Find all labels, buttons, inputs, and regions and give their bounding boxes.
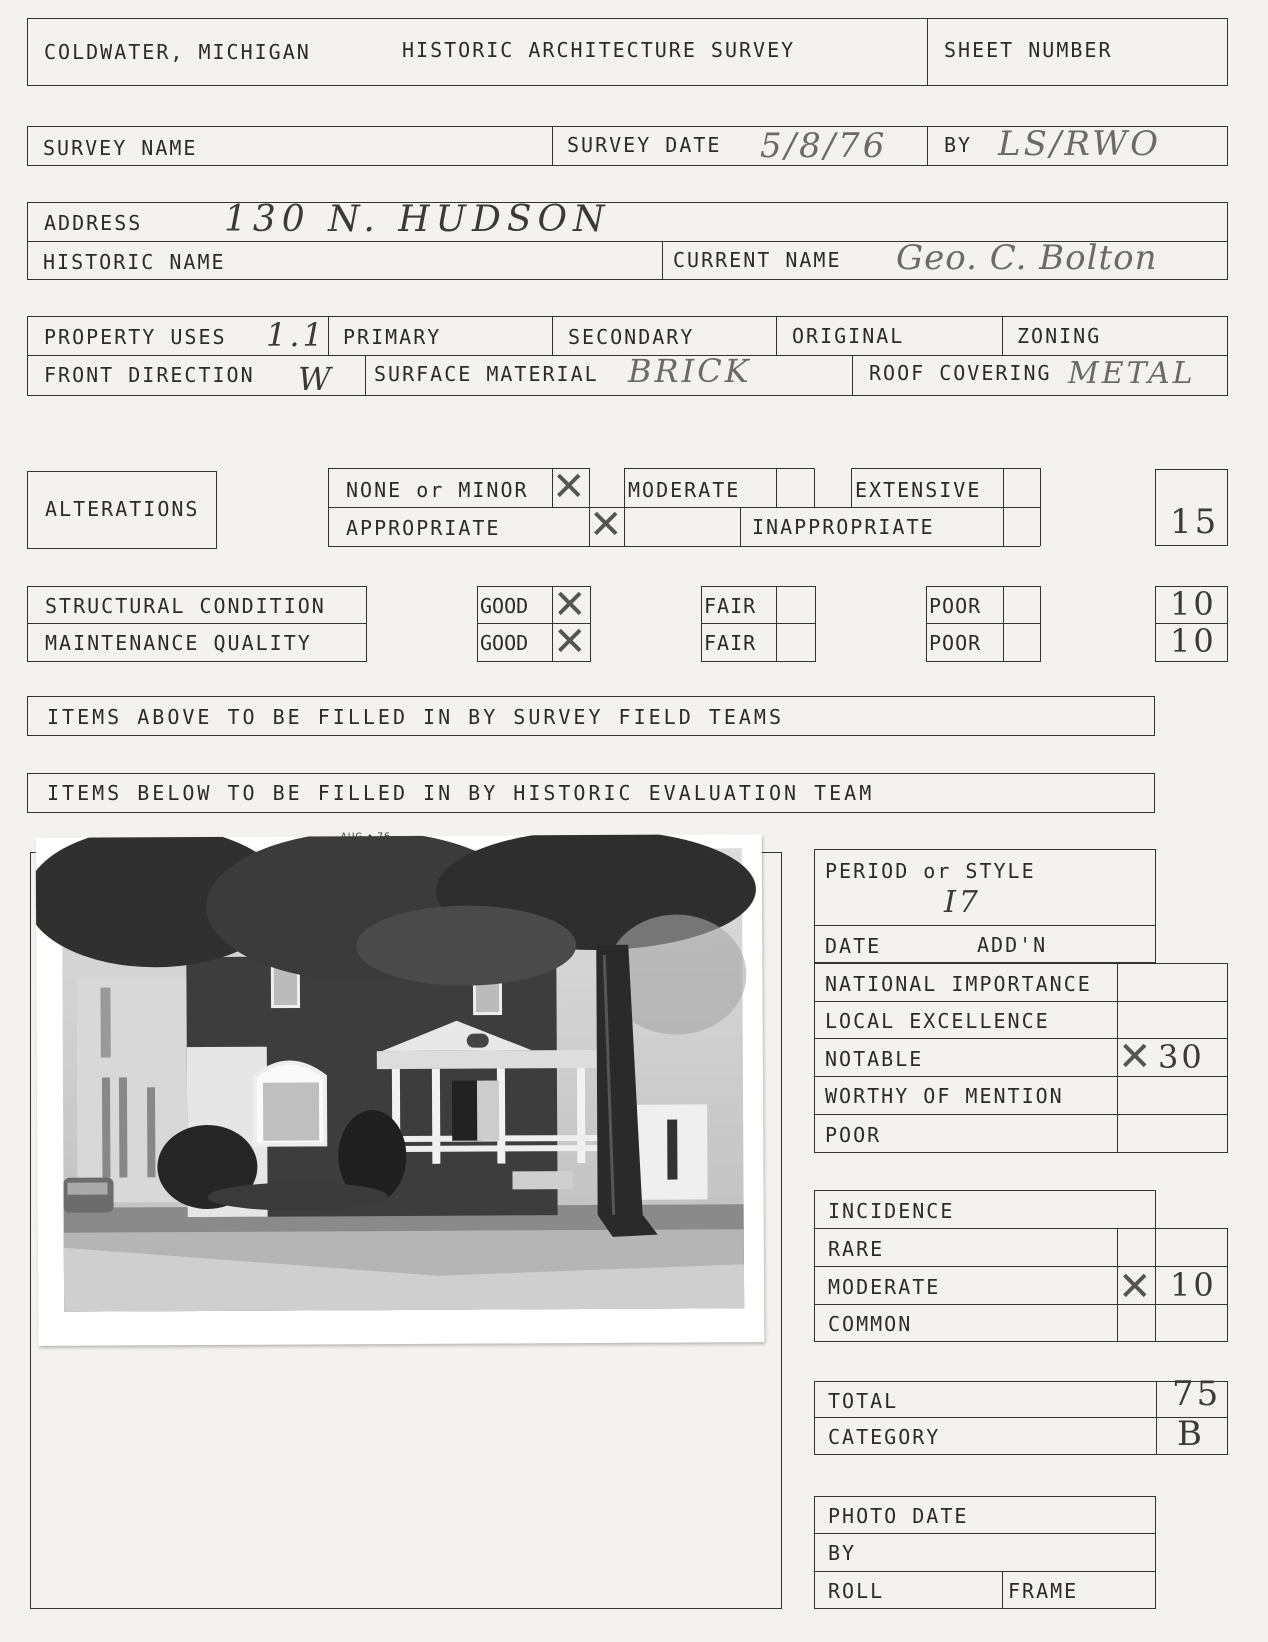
national-importance-label: NATIONAL IMPORTANCE <box>825 972 1092 996</box>
property-div-4 <box>1002 316 1003 355</box>
zoning-label: ZONING <box>1017 324 1102 348</box>
fair-structural-label: FAIR <box>704 594 757 618</box>
address-value[interactable]: 130 N. HUDSON <box>224 199 611 240</box>
roof-covering-label: ROOF COVERING <box>869 361 1052 385</box>
notable-check[interactable]: ✕ <box>1118 1034 1152 1080</box>
house-photo-image <box>36 834 765 1346</box>
alt-mid <box>328 507 1040 508</box>
category-value[interactable]: B <box>1177 1414 1205 1454</box>
imp-row-3 <box>814 1076 1228 1077</box>
photo-info-col <box>1002 1571 1003 1609</box>
none-minor-check[interactable]: ✕ <box>552 464 586 510</box>
sheet-number-label: SHEET NUMBER <box>944 38 1113 62</box>
photo-info-row-2 <box>814 1571 1156 1572</box>
roof-covering-value[interactable]: METAL <box>1068 356 1196 391</box>
property-div-1 <box>328 316 329 355</box>
total-label: TOTAL <box>828 1389 899 1413</box>
appropriate-label: APPROPRIATE <box>346 516 501 540</box>
period-value[interactable]: I7 <box>944 885 981 920</box>
property-div-3 <box>776 316 777 355</box>
primary-label: PRIMARY <box>343 325 442 349</box>
identity-col-divider <box>662 241 663 280</box>
surface-material-label: SURFACE MATERIAL <box>374 362 599 386</box>
survey-date-value[interactable]: 5/8/76 <box>760 126 888 166</box>
rare-label: RARE <box>828 1237 885 1261</box>
historic-name-label: HISTORIC NAME <box>43 250 226 274</box>
photo-by-label: BY <box>828 1541 857 1565</box>
maintenance-quality-label: MAINTENANCE QUALITY <box>45 631 312 655</box>
alt-top-3 <box>851 468 1040 469</box>
alt-v4 <box>624 468 625 546</box>
good-structural-label: GOOD <box>480 594 529 618</box>
notable-label: NOTABLE <box>825 1047 924 1071</box>
current-name-value[interactable]: Geo. C. Bolton <box>896 238 1158 278</box>
inc-row-4 <box>1156 1341 1228 1342</box>
worthy-of-mention-label: WORTHY OF MENTION <box>825 1084 1064 1108</box>
address-label: ADDRESS <box>44 211 143 235</box>
maintenance-score[interactable]: 10 <box>1170 622 1217 660</box>
front-direction-value[interactable]: W <box>298 360 334 398</box>
original-label: ORIGINAL <box>792 324 905 348</box>
alt-top-1 <box>328 468 590 469</box>
poor-divider <box>926 623 1041 624</box>
inc-row-2 <box>814 1266 1228 1267</box>
importance-poor-label: POOR <box>825 1123 882 1147</box>
appropriate-check[interactable]: ✕ <box>589 502 623 548</box>
survey-name-label: SURVEY NAME <box>43 136 198 160</box>
incidence-moderate-check[interactable]: ✕ <box>1118 1264 1152 1310</box>
property-div-5 <box>365 355 366 396</box>
property-div-2 <box>552 316 553 355</box>
imp-row-4 <box>814 1114 1228 1115</box>
inc-right-edge <box>1227 1228 1228 1342</box>
survey-right-edge <box>1227 126 1228 166</box>
good-structural-check[interactable]: ✕ <box>553 582 587 628</box>
poor-structural-label: POOR <box>929 594 982 618</box>
alt-v1 <box>328 468 329 546</box>
fair-v <box>776 586 777 662</box>
alt-v10 <box>1040 468 1041 546</box>
header-divider <box>927 18 928 86</box>
front-direction-label: FRONT DIRECTION <box>44 363 255 387</box>
surface-material-value[interactable]: BRICK <box>628 352 752 390</box>
secondary-label: SECONDARY <box>568 325 695 349</box>
alt-v9 <box>1003 468 1004 546</box>
property-div-6 <box>852 355 853 396</box>
fair-maintenance-label: FAIR <box>704 631 757 655</box>
alt-v6 <box>814 468 815 507</box>
poor-v <box>1003 586 1004 662</box>
inc-row-3 <box>814 1304 1228 1305</box>
good-maintenance-label: GOOD <box>480 631 529 655</box>
house-photo <box>36 834 765 1346</box>
survey-divider-1 <box>552 126 553 166</box>
incidence-moderate-score[interactable]: 10 <box>1170 1266 1217 1304</box>
local-excellence-label: LOCAL EXCELLENCE <box>825 1009 1050 1033</box>
frame-label: FRAME <box>1008 1579 1079 1603</box>
good-maintenance-check[interactable]: ✕ <box>553 619 587 665</box>
current-name-label: CURRENT NAME <box>673 248 842 272</box>
alt-v8 <box>740 507 741 546</box>
inappropriate-label: INAPPROPRIATE <box>752 515 935 539</box>
survey-by-value[interactable]: LS/RWO <box>998 124 1161 164</box>
incidence-label: INCIDENCE <box>828 1199 955 1223</box>
photo-info-row-1 <box>814 1533 1156 1534</box>
city-label: COLDWATER, MICHIGAN <box>44 40 311 64</box>
moderate-label: MODERATE <box>628 478 741 502</box>
imp-row-1 <box>814 1001 1228 1002</box>
category-label: CATEGORY <box>828 1425 941 1449</box>
alterations-score[interactable]: 15 <box>1170 502 1220 542</box>
common-label: COMMON <box>828 1312 913 1336</box>
addn-label: ADD'N <box>977 933 1048 957</box>
structural-condition-label: STRUCTURAL CONDITION <box>45 594 326 618</box>
inc-row-1 <box>814 1228 1228 1229</box>
form-title: HISTORIC ARCHITECTURE SURVEY <box>402 38 796 62</box>
alt-top-2 <box>624 468 814 469</box>
period-label: PERIOD or STYLE <box>825 859 1036 883</box>
survey-date-label: SURVEY DATE <box>567 133 722 157</box>
photo-date-label: PHOTO DATE <box>828 1504 969 1528</box>
roll-label: ROLL <box>828 1579 885 1603</box>
total-score-col <box>1156 1381 1157 1455</box>
date-label: DATE <box>825 934 882 958</box>
total-divider <box>814 1417 1228 1418</box>
notable-score[interactable]: 30 <box>1158 1038 1205 1076</box>
property-uses-value[interactable]: 1.1 <box>266 316 326 354</box>
total-value[interactable]: 75 <box>1172 1374 1222 1414</box>
above-note: ITEMS ABOVE TO BE FILLED IN BY SURVEY FIELD TEAMS <box>47 705 785 729</box>
alt-v5 <box>776 468 777 507</box>
none-minor-label: NONE or MINOR <box>346 478 529 502</box>
survey-by-label: BY <box>944 133 973 157</box>
alt-bottom <box>328 546 1040 547</box>
fair-divider <box>701 623 816 624</box>
incidence-moderate-label: MODERATE <box>828 1275 941 1299</box>
property-uses-label: PROPERTY USES <box>44 325 227 349</box>
structural-score[interactable]: 10 <box>1170 585 1217 623</box>
condition-label-divider <box>27 623 367 624</box>
below-note: ITEMS BELOW TO BE FILLED IN BY HISTORIC EVALUATION TEAM <box>47 781 875 805</box>
survey-divider-2 <box>927 126 928 166</box>
extensive-label: EXTENSIVE <box>855 478 982 502</box>
alt-v7 <box>851 468 852 507</box>
alterations-label: ALTERATIONS <box>45 497 200 521</box>
poor-maintenance-label: POOR <box>929 631 982 655</box>
period-divider <box>814 925 1156 926</box>
